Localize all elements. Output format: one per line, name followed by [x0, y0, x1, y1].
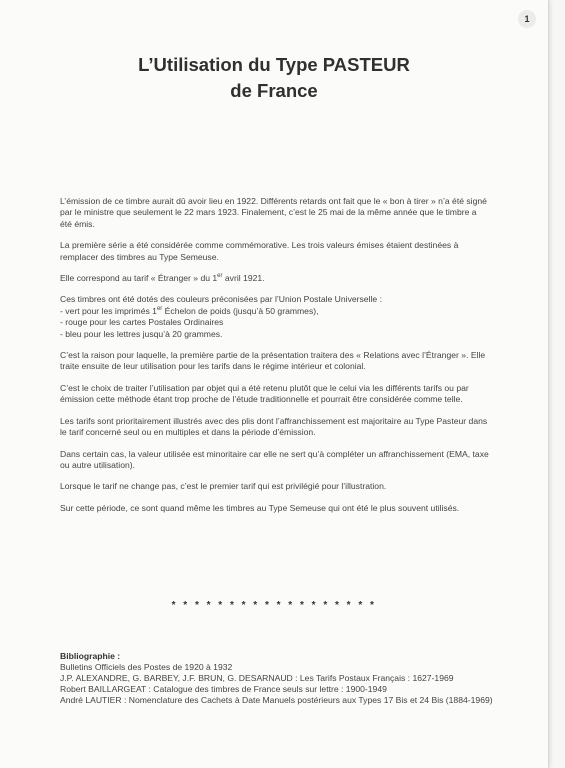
bibliography-section [60, 651, 500, 706]
title-line-2: de France [230, 80, 318, 101]
paragraph-minority-value: Dans certain cas, la valeur utilisée est minoritaire car elle ne sert qu’à compléter un affranchissement (EMA, taxe ou autre utilisation). [60, 448, 489, 470]
bibliography-entry: Bulletins Officiels des Postes de 1920 à 1932 [60, 662, 233, 672]
colors-item-green-superscript: er [156, 305, 163, 312]
bibliography-entry: Robert BAILLARGEAT : Catalogue des timbres de France seuls sur lettre : 1900-1949 [60, 684, 387, 694]
tariff-text-after: avril 1921. [222, 273, 265, 284]
paragraph-presentation-plan: C’est la raison pour laquelle, la première partie de la présentation traitera des « Relations avec l’Étranger ». Elle traite ensuite de leur utilisation pour les tarifs dans le régime intérieur et colonial. [60, 350, 486, 372]
paragraph-issue-date: L’émission de ce timbre aurait dû avoir lieu en 1922. Différents retards ont fait que le « bon à tirer » n’a été signé par le ministre que seulement le 22 mars 1923. Finalement, c’est le 25 mai de la même année que le timbre a été émis. [60, 196, 487, 229]
colors-item-blue: - bleu pour les lettres jusqu’à 20 grammes. [60, 328, 223, 339]
paragraph-first-series: La première série a été considérée comme commémorative. Les trois valeurs émises étaient destinées à remplacer des timbres au Type Semeuse. [60, 240, 459, 262]
bibliography-entry: J.P. ALEXANDRE, G. BARBEY, J.F. BRUN, G. DESARNAUD : Les Tarifs Postaux Français : 1627-1969 [60, 673, 454, 683]
tariff-text-before: Elle correspond au tarif « Étranger » du 1 [60, 273, 218, 284]
page-number-badge: 1 [518, 10, 536, 28]
title-line-1: L’Utilisation du Type PASTEUR [138, 54, 410, 75]
colors-item-green-before: - vert pour les imprimés 1 [60, 305, 157, 316]
colors-intro: Ces timbres ont été dotés des couleurs préconisées par l’Union Postale Universelle : [60, 294, 382, 305]
bibliography-heading: Bibliographie : [60, 651, 121, 661]
paragraph-semeuse: Sur cette période, ce sont quand même les timbres au Type Semeuse qui ont été le plus souvent utilisés. [60, 502, 460, 513]
colors-item-green-after: Échelon de poids (jusqu’à 50 grammes), [162, 305, 319, 316]
separator-stars: * * * * * * * * * * * * * * * * * * [171, 600, 377, 611]
paragraph-tariff [60, 273, 490, 284]
colors-item-green [60, 306, 490, 317]
body-text [60, 196, 490, 524]
tariff-superscript: er [217, 273, 223, 280]
page-title [0, 52, 548, 104]
paragraph-method: C’est le choix de traiter l’utilisation par objet qui a été retenu plutôt que le celui via les différents tarifs ou par émission cette méthode étant trop proche de l’étude traditionnelle et pourrait être considérée comme telle. [60, 382, 469, 405]
paragraph-first-tariff: Lorsque le tarif ne change pas, c’est le premier tarif qui est privilégié pour l’illustration. [60, 481, 387, 492]
bibliography-entry: André LAUTIER : Nomenclature des Cachets à Date Manuels postérieurs aux Types 17 Bis et 24 Bis (1884-1969) [60, 695, 493, 705]
paragraph-illustration: Les tarifs sont prioritairement illustrés avec des plis dont l’affranchissement est majoritaire au Type Pasteur dans le tarif concerné seul ou en multiples et dans la période d’émission. [60, 415, 488, 438]
paragraph-colors [60, 294, 490, 340]
colors-item-red: - rouge pour les cartes Postales Ordinaires [60, 317, 224, 328]
